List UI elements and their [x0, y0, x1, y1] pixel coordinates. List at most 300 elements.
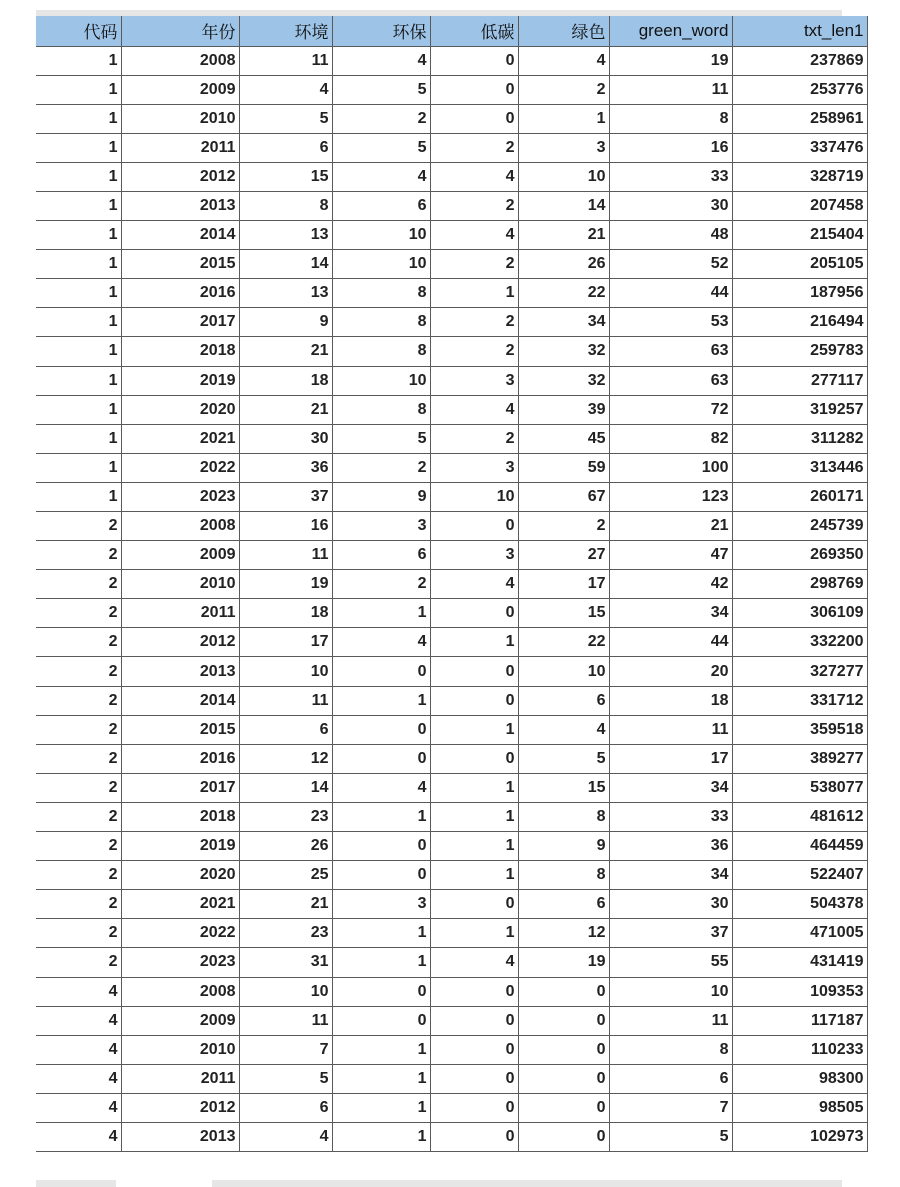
cell-code[interactable]: 4	[36, 977, 121, 1006]
cell-green[interactable]: 0	[518, 1064, 609, 1093]
cell-txt-len1[interactable]: 117187	[732, 1006, 867, 1035]
cell-txt-len1[interactable]: 260171	[732, 482, 867, 511]
cell-code[interactable]: 2	[36, 541, 121, 570]
cell-year[interactable]: 2021	[121, 424, 239, 453]
cell-low-carbon[interactable]: 3	[430, 366, 518, 395]
cell-year[interactable]: 2013	[121, 657, 239, 686]
cell-green[interactable]: 1	[518, 104, 609, 133]
cell-green-word[interactable]: 34	[609, 773, 732, 802]
cell-environmental-protection[interactable]: 8	[332, 308, 430, 337]
cell-low-carbon[interactable]: 0	[430, 75, 518, 104]
cell-green-word[interactable]: 8	[609, 1035, 732, 1064]
cell-environmental-protection[interactable]: 1	[332, 1122, 430, 1151]
cell-txt-len1[interactable]: 306109	[732, 599, 867, 628]
cell-code[interactable]: 1	[36, 337, 121, 366]
cell-txt-len1[interactable]: 481612	[732, 802, 867, 831]
column-header-code[interactable]: 代码	[36, 16, 121, 46]
cell-environmental-protection[interactable]: 1	[332, 599, 430, 628]
cell-environment[interactable]: 30	[239, 424, 332, 453]
cell-green-word[interactable]: 5	[609, 1122, 732, 1151]
cell-environment[interactable]: 25	[239, 861, 332, 890]
cell-environment[interactable]: 11	[239, 686, 332, 715]
cell-green-word[interactable]: 17	[609, 744, 732, 773]
cell-low-carbon[interactable]: 1	[430, 279, 518, 308]
cell-code[interactable]: 1	[36, 162, 121, 191]
cell-green-word[interactable]: 72	[609, 395, 732, 424]
cell-environmental-protection[interactable]: 2	[332, 104, 430, 133]
cell-code[interactable]: 4	[36, 1122, 121, 1151]
cell-green[interactable]: 4	[518, 46, 609, 75]
cell-low-carbon[interactable]: 1	[430, 628, 518, 657]
cell-txt-len1[interactable]: 187956	[732, 279, 867, 308]
cell-code[interactable]: 1	[36, 104, 121, 133]
cell-year[interactable]: 2023	[121, 948, 239, 977]
cell-txt-len1[interactable]: 259783	[732, 337, 867, 366]
cell-environment[interactable]: 19	[239, 570, 332, 599]
cell-code[interactable]: 2	[36, 744, 121, 773]
cell-year[interactable]: 2009	[121, 1006, 239, 1035]
cell-low-carbon[interactable]: 0	[430, 686, 518, 715]
cell-green[interactable]: 0	[518, 1122, 609, 1151]
cell-year[interactable]: 2018	[121, 802, 239, 831]
cell-environmental-protection[interactable]: 6	[332, 191, 430, 220]
cell-year[interactable]: 2019	[121, 832, 239, 861]
column-header-year[interactable]: 年份	[121, 16, 239, 46]
cell-green[interactable]: 0	[518, 1006, 609, 1035]
cell-environment[interactable]: 21	[239, 395, 332, 424]
cell-environmental-protection[interactable]: 0	[332, 1006, 430, 1035]
cell-year[interactable]: 2016	[121, 279, 239, 308]
cell-year[interactable]: 2008	[121, 512, 239, 541]
cell-environment[interactable]: 18	[239, 599, 332, 628]
cell-green[interactable]: 3	[518, 133, 609, 162]
cell-code[interactable]: 4	[36, 1064, 121, 1093]
cell-environmental-protection[interactable]: 0	[332, 977, 430, 1006]
cell-code[interactable]: 2	[36, 512, 121, 541]
cell-environmental-protection[interactable]: 5	[332, 133, 430, 162]
cell-txt-len1[interactable]: 522407	[732, 861, 867, 890]
cell-environment[interactable]: 6	[239, 1093, 332, 1122]
cell-code[interactable]: 2	[36, 628, 121, 657]
cell-txt-len1[interactable]: 237869	[732, 46, 867, 75]
cell-code[interactable]: 2	[36, 919, 121, 948]
column-header-low-carbon[interactable]: 低碳	[430, 16, 518, 46]
cell-code[interactable]: 1	[36, 366, 121, 395]
cell-low-carbon[interactable]: 10	[430, 482, 518, 511]
cell-low-carbon[interactable]: 0	[430, 1064, 518, 1093]
cell-year[interactable]: 2013	[121, 1122, 239, 1151]
cell-green-word[interactable]: 33	[609, 802, 732, 831]
cell-low-carbon[interactable]: 2	[430, 308, 518, 337]
cell-txt-len1[interactable]: 216494	[732, 308, 867, 337]
cell-environmental-protection[interactable]: 2	[332, 570, 430, 599]
cell-environment[interactable]: 21	[239, 890, 332, 919]
cell-code[interactable]: 2	[36, 832, 121, 861]
cell-green[interactable]: 6	[518, 890, 609, 919]
cell-environment[interactable]: 26	[239, 832, 332, 861]
cell-environmental-protection[interactable]: 10	[332, 221, 430, 250]
cell-green-word[interactable]: 37	[609, 919, 732, 948]
cell-code[interactable]: 1	[36, 46, 121, 75]
cell-environment[interactable]: 12	[239, 744, 332, 773]
cell-low-carbon[interactable]: 1	[430, 773, 518, 802]
cell-low-carbon[interactable]: 1	[430, 919, 518, 948]
cell-green[interactable]: 32	[518, 337, 609, 366]
cell-low-carbon[interactable]: 2	[430, 191, 518, 220]
cell-green[interactable]: 4	[518, 715, 609, 744]
cell-green-word[interactable]: 34	[609, 599, 732, 628]
cell-txt-len1[interactable]: 215404	[732, 221, 867, 250]
cell-green[interactable]: 2	[518, 75, 609, 104]
cell-environmental-protection[interactable]: 4	[332, 46, 430, 75]
cell-green-word[interactable]: 6	[609, 1064, 732, 1093]
cell-code[interactable]: 1	[36, 482, 121, 511]
cell-code[interactable]: 2	[36, 948, 121, 977]
cell-green[interactable]: 17	[518, 570, 609, 599]
cell-year[interactable]: 2017	[121, 308, 239, 337]
cell-txt-len1[interactable]: 207458	[732, 191, 867, 220]
horizontal-scrollbar[interactable]	[212, 1180, 842, 1187]
cell-code[interactable]: 1	[36, 453, 121, 482]
cell-low-carbon[interactable]: 4	[430, 395, 518, 424]
cell-environment[interactable]: 11	[239, 46, 332, 75]
column-header-green[interactable]: 绿色	[518, 16, 609, 46]
cell-green-word[interactable]: 11	[609, 715, 732, 744]
cell-code[interactable]: 1	[36, 250, 121, 279]
cell-green-word[interactable]: 44	[609, 279, 732, 308]
cell-green-word[interactable]: 52	[609, 250, 732, 279]
cell-code[interactable]: 4	[36, 1093, 121, 1122]
cell-environmental-protection[interactable]: 1	[332, 948, 430, 977]
cell-environment[interactable]: 13	[239, 279, 332, 308]
cell-environmental-protection[interactable]: 3	[332, 512, 430, 541]
column-header-green-word[interactable]: green_word	[609, 16, 732, 46]
cell-low-carbon[interactable]: 0	[430, 890, 518, 919]
cell-environment[interactable]: 31	[239, 948, 332, 977]
cell-low-carbon[interactable]: 4	[430, 570, 518, 599]
cell-green[interactable]: 67	[518, 482, 609, 511]
cell-low-carbon[interactable]: 2	[430, 250, 518, 279]
cell-green[interactable]: 26	[518, 250, 609, 279]
cell-low-carbon[interactable]: 4	[430, 221, 518, 250]
cell-green-word[interactable]: 16	[609, 133, 732, 162]
cell-year[interactable]: 2020	[121, 395, 239, 424]
cell-txt-len1[interactable]: 331712	[732, 686, 867, 715]
cell-year[interactable]: 2010	[121, 104, 239, 133]
cell-environmental-protection[interactable]: 0	[332, 832, 430, 861]
cell-code[interactable]: 2	[36, 861, 121, 890]
cell-txt-len1[interactable]: 471005	[732, 919, 867, 948]
cell-code[interactable]: 1	[36, 133, 121, 162]
cell-green-word[interactable]: 63	[609, 337, 732, 366]
cell-code[interactable]: 2	[36, 686, 121, 715]
cell-environment[interactable]: 10	[239, 657, 332, 686]
cell-year[interactable]: 2009	[121, 541, 239, 570]
cell-year[interactable]: 2016	[121, 744, 239, 773]
cell-environment[interactable]: 21	[239, 337, 332, 366]
cell-green-word[interactable]: 21	[609, 512, 732, 541]
cell-green-word[interactable]: 44	[609, 628, 732, 657]
cell-environmental-protection[interactable]: 0	[332, 744, 430, 773]
cell-txt-len1[interactable]: 109353	[732, 977, 867, 1006]
cell-year[interactable]: 2018	[121, 337, 239, 366]
cell-low-carbon[interactable]: 1	[430, 802, 518, 831]
column-header-txt-len1[interactable]: txt_len1	[732, 16, 867, 46]
cell-green[interactable]: 15	[518, 599, 609, 628]
cell-txt-len1[interactable]: 319257	[732, 395, 867, 424]
cell-green[interactable]: 21	[518, 221, 609, 250]
cell-year[interactable]: 2022	[121, 919, 239, 948]
cell-txt-len1[interactable]: 98505	[732, 1093, 867, 1122]
cell-environmental-protection[interactable]: 1	[332, 1093, 430, 1122]
cell-green[interactable]: 19	[518, 948, 609, 977]
column-header-environment[interactable]: 环境	[239, 16, 332, 46]
cell-year[interactable]: 2012	[121, 1093, 239, 1122]
cell-environmental-protection[interactable]: 8	[332, 337, 430, 366]
cell-low-carbon[interactable]: 0	[430, 104, 518, 133]
cell-green[interactable]: 8	[518, 861, 609, 890]
cell-green[interactable]: 10	[518, 657, 609, 686]
cell-environmental-protection[interactable]: 0	[332, 715, 430, 744]
cell-environmental-protection[interactable]: 4	[332, 773, 430, 802]
cell-low-carbon[interactable]: 2	[430, 337, 518, 366]
cell-environment[interactable]: 36	[239, 453, 332, 482]
cell-code[interactable]: 1	[36, 395, 121, 424]
cell-environment[interactable]: 4	[239, 75, 332, 104]
cell-txt-len1[interactable]: 311282	[732, 424, 867, 453]
cell-year[interactable]: 2010	[121, 570, 239, 599]
cell-code[interactable]: 2	[36, 715, 121, 744]
cell-txt-len1[interactable]: 298769	[732, 570, 867, 599]
cell-year[interactable]: 2011	[121, 1064, 239, 1093]
cell-green-word[interactable]: 30	[609, 890, 732, 919]
cell-low-carbon[interactable]: 0	[430, 1093, 518, 1122]
cell-green-word[interactable]: 7	[609, 1093, 732, 1122]
cell-environment[interactable]: 23	[239, 919, 332, 948]
column-header-environmental-protection[interactable]: 环保	[332, 16, 430, 46]
cell-low-carbon[interactable]: 0	[430, 1122, 518, 1151]
cell-green[interactable]: 9	[518, 832, 609, 861]
cell-green-word[interactable]: 30	[609, 191, 732, 220]
cell-year[interactable]: 2014	[121, 686, 239, 715]
cell-environmental-protection[interactable]: 6	[332, 541, 430, 570]
cell-txt-len1[interactable]: 337476	[732, 133, 867, 162]
cell-year[interactable]: 2008	[121, 977, 239, 1006]
cell-green[interactable]: 15	[518, 773, 609, 802]
cell-low-carbon[interactable]: 1	[430, 861, 518, 890]
cell-low-carbon[interactable]: 0	[430, 512, 518, 541]
cell-txt-len1[interactable]: 205105	[732, 250, 867, 279]
cell-green-word[interactable]: 47	[609, 541, 732, 570]
cell-environment[interactable]: 5	[239, 1064, 332, 1093]
cell-code[interactable]: 1	[36, 75, 121, 104]
cell-environmental-protection[interactable]: 1	[332, 919, 430, 948]
cell-year[interactable]: 2012	[121, 628, 239, 657]
cell-txt-len1[interactable]: 464459	[732, 832, 867, 861]
cell-environmental-protection[interactable]: 10	[332, 250, 430, 279]
cell-green[interactable]: 34	[518, 308, 609, 337]
cell-environment[interactable]: 6	[239, 715, 332, 744]
cell-year[interactable]: 2008	[121, 46, 239, 75]
cell-environment[interactable]: 15	[239, 162, 332, 191]
cell-code[interactable]: 2	[36, 570, 121, 599]
cell-txt-len1[interactable]: 538077	[732, 773, 867, 802]
cell-low-carbon[interactable]: 0	[430, 1006, 518, 1035]
cell-green-word[interactable]: 123	[609, 482, 732, 511]
cell-environment[interactable]: 17	[239, 628, 332, 657]
cell-environment[interactable]: 10	[239, 977, 332, 1006]
cell-low-carbon[interactable]: 2	[430, 424, 518, 453]
cell-green-word[interactable]: 55	[609, 948, 732, 977]
cell-green-word[interactable]: 82	[609, 424, 732, 453]
cell-low-carbon[interactable]: 3	[430, 453, 518, 482]
cell-year[interactable]: 2009	[121, 75, 239, 104]
cell-green[interactable]: 10	[518, 162, 609, 191]
cell-low-carbon[interactable]: 2	[430, 133, 518, 162]
cell-environmental-protection[interactable]: 5	[332, 424, 430, 453]
cell-environment[interactable]: 37	[239, 482, 332, 511]
cell-green[interactable]: 32	[518, 366, 609, 395]
cell-environmental-protection[interactable]: 8	[332, 279, 430, 308]
cell-txt-len1[interactable]: 253776	[732, 75, 867, 104]
cell-green[interactable]: 8	[518, 802, 609, 831]
cell-environmental-protection[interactable]: 4	[332, 162, 430, 191]
cell-environment[interactable]: 9	[239, 308, 332, 337]
cell-green[interactable]: 39	[518, 395, 609, 424]
cell-environmental-protection[interactable]: 1	[332, 1035, 430, 1064]
cell-environmental-protection[interactable]: 1	[332, 686, 430, 715]
cell-txt-len1[interactable]: 431419	[732, 948, 867, 977]
cell-green[interactable]: 27	[518, 541, 609, 570]
cell-code[interactable]: 2	[36, 890, 121, 919]
cell-green[interactable]: 5	[518, 744, 609, 773]
cell-green-word[interactable]: 11	[609, 75, 732, 104]
cell-green-word[interactable]: 10	[609, 977, 732, 1006]
cell-year[interactable]: 2011	[121, 133, 239, 162]
cell-code[interactable]: 2	[36, 657, 121, 686]
cell-low-carbon[interactable]: 0	[430, 599, 518, 628]
cell-green[interactable]: 59	[518, 453, 609, 482]
cell-low-carbon[interactable]: 1	[430, 715, 518, 744]
cell-txt-len1[interactable]: 258961	[732, 104, 867, 133]
cell-green-word[interactable]: 11	[609, 1006, 732, 1035]
cell-environment[interactable]: 4	[239, 1122, 332, 1151]
cell-environment[interactable]: 14	[239, 773, 332, 802]
cell-green-word[interactable]: 19	[609, 46, 732, 75]
cell-environmental-protection[interactable]: 4	[332, 628, 430, 657]
cell-txt-len1[interactable]: 327277	[732, 657, 867, 686]
cell-code[interactable]: 1	[36, 279, 121, 308]
cell-environmental-protection[interactable]: 9	[332, 482, 430, 511]
cell-green-word[interactable]: 33	[609, 162, 732, 191]
cell-year[interactable]: 2023	[121, 482, 239, 511]
cell-environment[interactable]: 16	[239, 512, 332, 541]
cell-green-word[interactable]: 100	[609, 453, 732, 482]
cell-year[interactable]: 2010	[121, 1035, 239, 1064]
cell-green[interactable]: 45	[518, 424, 609, 453]
cell-environment[interactable]: 5	[239, 104, 332, 133]
cell-green[interactable]: 0	[518, 1093, 609, 1122]
cell-txt-len1[interactable]: 98300	[732, 1064, 867, 1093]
cell-environmental-protection[interactable]: 3	[332, 890, 430, 919]
cell-txt-len1[interactable]: 504378	[732, 890, 867, 919]
cell-environmental-protection[interactable]: 1	[332, 802, 430, 831]
cell-green-word[interactable]: 34	[609, 861, 732, 890]
cell-green[interactable]: 22	[518, 628, 609, 657]
cell-code[interactable]: 4	[36, 1006, 121, 1035]
cell-environmental-protection[interactable]: 5	[332, 75, 430, 104]
cell-code[interactable]: 4	[36, 1035, 121, 1064]
cell-green-word[interactable]: 36	[609, 832, 732, 861]
cell-year[interactable]: 2014	[121, 221, 239, 250]
cell-green[interactable]: 12	[518, 919, 609, 948]
cell-year[interactable]: 2020	[121, 861, 239, 890]
cell-green-word[interactable]: 8	[609, 104, 732, 133]
cell-year[interactable]: 2022	[121, 453, 239, 482]
cell-code[interactable]: 1	[36, 308, 121, 337]
cell-low-carbon[interactable]: 0	[430, 977, 518, 1006]
cell-code[interactable]: 2	[36, 802, 121, 831]
cell-environmental-protection[interactable]: 2	[332, 453, 430, 482]
cell-environment[interactable]: 13	[239, 221, 332, 250]
cell-txt-len1[interactable]: 328719	[732, 162, 867, 191]
cell-low-carbon[interactable]: 0	[430, 657, 518, 686]
cell-green-word[interactable]: 42	[609, 570, 732, 599]
cell-environment[interactable]: 11	[239, 1006, 332, 1035]
cell-code[interactable]: 1	[36, 424, 121, 453]
cell-txt-len1[interactable]: 332200	[732, 628, 867, 657]
cell-green-word[interactable]: 18	[609, 686, 732, 715]
cell-green-word[interactable]: 53	[609, 308, 732, 337]
cell-green[interactable]: 0	[518, 1035, 609, 1064]
cell-environment[interactable]: 23	[239, 802, 332, 831]
cell-year[interactable]: 2019	[121, 366, 239, 395]
cell-code[interactable]: 1	[36, 221, 121, 250]
cell-low-carbon[interactable]: 0	[430, 1035, 518, 1064]
cell-txt-len1[interactable]: 359518	[732, 715, 867, 744]
cell-environmental-protection[interactable]: 8	[332, 395, 430, 424]
cell-green-word[interactable]: 20	[609, 657, 732, 686]
cell-low-carbon[interactable]: 3	[430, 541, 518, 570]
cell-environment[interactable]: 6	[239, 133, 332, 162]
cell-year[interactable]: 2015	[121, 715, 239, 744]
cell-green-word[interactable]: 48	[609, 221, 732, 250]
cell-environment[interactable]: 18	[239, 366, 332, 395]
cell-year[interactable]: 2021	[121, 890, 239, 919]
cell-environmental-protection[interactable]: 1	[332, 1064, 430, 1093]
cell-environmental-protection[interactable]: 0	[332, 657, 430, 686]
cell-low-carbon[interactable]: 4	[430, 162, 518, 191]
cell-low-carbon[interactable]: 0	[430, 46, 518, 75]
cell-year[interactable]: 2012	[121, 162, 239, 191]
cell-txt-len1[interactable]: 389277	[732, 744, 867, 773]
cell-txt-len1[interactable]: 102973	[732, 1122, 867, 1151]
cell-code[interactable]: 1	[36, 191, 121, 220]
cell-green[interactable]: 0	[518, 977, 609, 1006]
cell-green[interactable]: 14	[518, 191, 609, 220]
cell-low-carbon[interactable]: 4	[430, 948, 518, 977]
cell-green[interactable]: 2	[518, 512, 609, 541]
cell-environment[interactable]: 8	[239, 191, 332, 220]
cell-year[interactable]: 2017	[121, 773, 239, 802]
cell-txt-len1[interactable]: 110233	[732, 1035, 867, 1064]
cell-green[interactable]: 22	[518, 279, 609, 308]
cell-environmental-protection[interactable]: 10	[332, 366, 430, 395]
cell-green-word[interactable]: 63	[609, 366, 732, 395]
cell-environmental-protection[interactable]: 0	[332, 861, 430, 890]
cell-code[interactable]: 2	[36, 599, 121, 628]
cell-environment[interactable]: 11	[239, 541, 332, 570]
